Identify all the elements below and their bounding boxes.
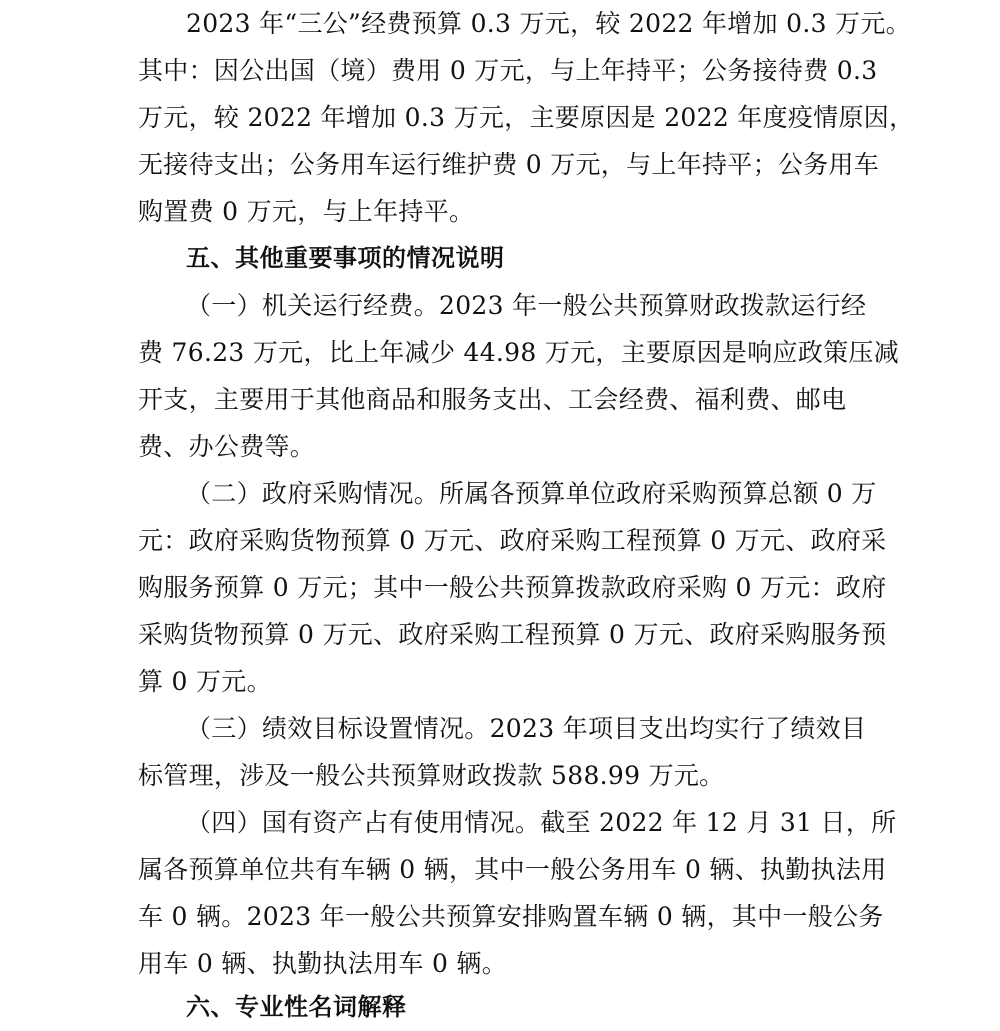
paragraph-performance-line-1: （三）绩效目标设置情况。2023 年项目支出均实行了绩效目 <box>186 714 867 743</box>
section-heading-6: 六、专业性名词解释 <box>186 993 407 1021</box>
paragraph-assets-line-4: 用车 0 辆、执勤执法用车 0 辆。 <box>138 949 507 978</box>
paragraph-sangong-line-2: 其中：因公出国（境）费用 0 万元，与上年持平；公务接待费 0.3 <box>138 56 878 85</box>
paragraph-assets-line-1: （四）国有资产占有使用情况。截至 2022 年 12 月 31 日，所 <box>186 808 897 837</box>
paragraph-procurement-line-5: 算 0 万元。 <box>138 667 272 696</box>
paragraph-procurement-line-3: 购服务预算 0 万元；其中一般公共预算拨款政府采购 0 万元：政府 <box>138 573 887 602</box>
paragraph-procurement-line-4: 采购货物预算 0 万元、政府采购工程预算 0 万元、政府采购服务预 <box>138 620 887 649</box>
paragraph-operating-costs-line-2: 费 76.23 万元，比上年减少 44.98 万元，主要原因是响应政策压减 <box>138 338 900 367</box>
paragraph-assets-line-2: 属各预算单位共有车辆 0 辆，其中一般公务用车 0 辆、执勤执法用 <box>138 855 887 884</box>
paragraph-operating-costs-line-1: （一）机关运行经费。2023 年一般公共预算财政拨款运行经 <box>186 291 867 320</box>
paragraph-procurement-line-2: 元：政府采购货物预算 0 万元、政府采购工程预算 0 万元、政府采 <box>138 526 887 555</box>
paragraph-performance-line-2: 标管理，涉及一般公共预算财政拨款 588.99 万元。 <box>138 761 725 790</box>
paragraph-sangong-line-5: 购置费 0 万元，与上年持平。 <box>138 197 475 226</box>
paragraph-sangong-line-3: 万元，较 2022 年增加 0.3 万元，主要原因是 2022 年度疫情原因， <box>138 103 915 132</box>
paragraph-sangong-line-1: 2023 年“三公”经费预算 0.3 万元，较 2022 年增加 0.3 万元。 <box>186 9 911 38</box>
paragraph-assets-line-3: 车 0 辆。2023 年一般公共预算安排购置车辆 0 辆，其中一般公务 <box>138 902 884 931</box>
paragraph-sangong-line-4: 无接待支出；公务用车运行维护费 0 万元，与上年持平；公务用车 <box>138 150 880 179</box>
paragraph-operating-costs-line-3: 开支，主要用于其他商品和服务支出、工会经费、福利费、邮电 <box>138 385 847 414</box>
section-heading-5: 五、其他重要事项的情况说明 <box>186 244 505 272</box>
paragraph-operating-costs-line-4: 费、办公费等。 <box>138 432 316 461</box>
paragraph-procurement-line-1: （二）政府采购情况。所属各预算单位政府采购预算总额 0 万 <box>186 479 877 508</box>
